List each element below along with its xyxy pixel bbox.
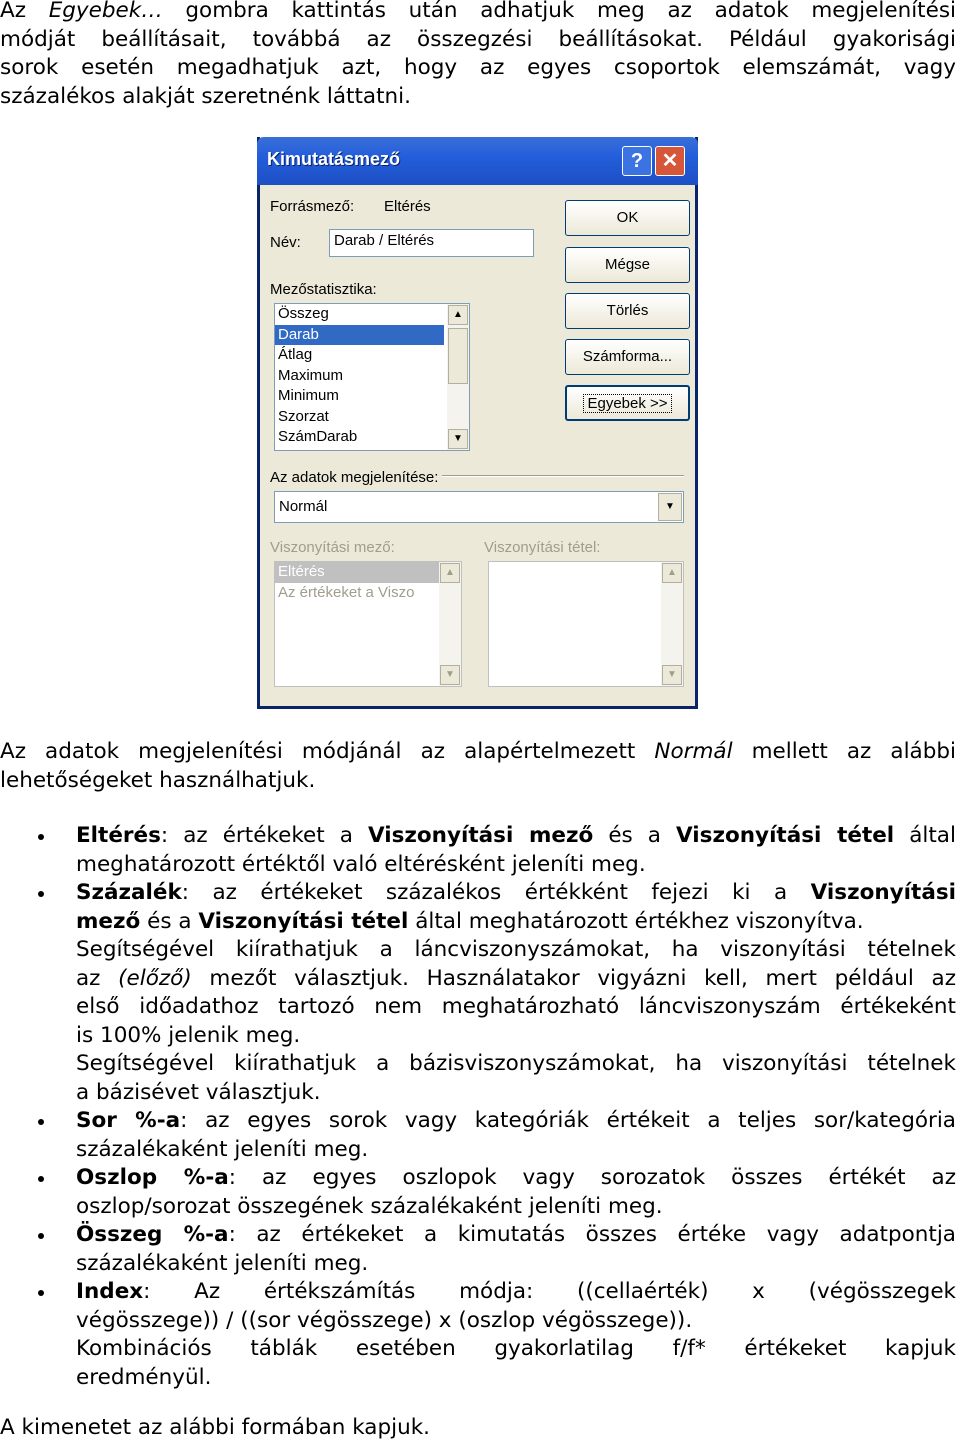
close-icon[interactable]: ✕: [655, 146, 685, 176]
list-item: Eltérés: az értékeket a Viszonyítási mező és a Viszonyítási tétel által meghatározott értéktől való eltérésként jeleníti meg.: [0, 822, 956, 879]
list-item[interactable]: Eltérés: [275, 562, 461, 583]
list-item: Oszlop %-a: az egyes oszlopok vagy sorozatok összes értékét az oszlop/sorozat összegének százalékaként jeleníti meg.: [0, 1164, 956, 1221]
list-item: Index: Az értékszámítás módja: ((cellaérték) x (végösszegek végösszege)) / ((sor végösszege) x (oszlop végösszege)). Kombinációs táblák esetében gyakorlatilag f/f* értékeket kapjuk eredményül.: [0, 1278, 956, 1392]
options-button[interactable]: [565, 385, 690, 421]
options-button-label: Egyebek >>: [584, 395, 670, 412]
summarize-by-list[interactable]: [274, 303, 470, 451]
show-data-as-value: Normál: [279, 498, 328, 515]
source-field-label: Forrásmező:: [270, 198, 355, 215]
dialog-title: Kimutatásmező: [267, 149, 401, 169]
list-item[interactable]: Maximum: [278, 366, 344, 384]
cancel-button[interactable]: Mégse: [565, 247, 690, 283]
scroll-up-icon[interactable]: ▲: [448, 305, 468, 325]
list-item[interactable]: Darab: [275, 325, 444, 346]
ok-button[interactable]: OK: [565, 200, 690, 236]
bullet-icon: [38, 1119, 44, 1125]
pivot-field-dialog: [257, 137, 698, 709]
list-item[interactable]: Átlag: [278, 346, 313, 363]
list-item: Sor %-a: az egyes sorok vagy kategóriák értékeit a teljes sor/kategória százalékaként jeleníti meg.: [0, 1107, 956, 1164]
summarize-by-scrollbar[interactable]: [447, 304, 469, 450]
list-item[interactable]: Az értékeket a Viszo: [278, 583, 415, 601]
summarize-by-label: Mezőstatisztika:: [270, 281, 377, 298]
list-item[interactable]: Szorzat: [278, 407, 329, 425]
scroll-down-icon[interactable]: ▼: [662, 665, 682, 685]
base-field-scrollbar[interactable]: [439, 562, 461, 686]
base-item-label: Viszonyítási tétel:: [484, 539, 601, 556]
number-format-button[interactable]: Számforma...: [565, 339, 690, 375]
show-data-as-label: Az adatok megjelenítése:: [270, 469, 442, 486]
base-item-scrollbar[interactable]: [661, 562, 683, 686]
base-field-label: Viszonyítási mező:: [270, 539, 395, 556]
display-modes-paragraph: Az adatok megjelenítési módjánál az alapértelmezett Normál mellett az alábbi lehetőségeket használhatjuk.: [0, 739, 956, 793]
name-label: Név:: [270, 234, 301, 251]
scroll-up-icon[interactable]: ▲: [440, 563, 460, 583]
intro-paragraph: Az Egyebek… gombra kattintás után adhatjuk meg az adatok megjelenítési módját beállításait, továbbá az összegzési beállításokat. Például gyakorisági sorok esetén megadhatjuk azt, hogy az egyes csoportok elemszámát, vagy százalékos alakját szeretnénk láttatni.: [0, 0, 956, 109]
name-input[interactable]: Darab / Eltérés: [329, 229, 534, 257]
list-item[interactable]: Összeg: [278, 305, 329, 322]
list-item: Százalék: az értékeket százalékos értékként fejezi ki a Viszonyítási mező és a Viszonyítási tétel által meghatározott értékhez viszonyítva. Segítségével kiírathatjuk a láncviszonyszámokat, ha viszonyítási tételnek az (előző) mezőt választjuk. Használatakor vigyázni kell, mert például az első időadathoz tartozó nem meghatározható láncviszonyszám értékeként is 100% jelenik meg. Segítségével kiírathatjuk a bázisviszonyszámokat, ha viszonyítási tételnek a bázisévet választjuk.: [0, 879, 956, 1107]
display-modes-list: [0, 822, 960, 1392]
list-item[interactable]: Minimum: [278, 387, 339, 404]
dialog-titlebar: [257, 137, 698, 185]
delete-button[interactable]: Törlés: [565, 293, 690, 329]
source-field-value: Eltérés: [384, 198, 431, 215]
list-item: Összeg %-a: az értékeket a kimutatás összes értéke vagy adatpontja százalékaként jeleníti meg.: [0, 1221, 956, 1278]
help-icon[interactable]: ?: [622, 146, 652, 176]
bullet-icon: [38, 1290, 44, 1296]
scroll-up-icon[interactable]: ▲: [662, 563, 682, 583]
base-field-list[interactable]: [274, 561, 462, 687]
scroll-down-icon[interactable]: ▼: [448, 429, 468, 449]
base-item-list[interactable]: [488, 561, 684, 687]
list-item[interactable]: SzámDarab: [278, 428, 358, 445]
chevron-down-icon[interactable]: ▼: [658, 493, 682, 521]
bullet-icon: [38, 1176, 44, 1182]
bullet-icon: [38, 834, 44, 840]
bullet-icon: [38, 891, 44, 897]
scroll-down-icon[interactable]: ▼: [440, 665, 460, 685]
scroll-thumb[interactable]: [448, 328, 468, 384]
closing-paragraph: A kimenetet az alábbi formában kapjuk.: [0, 1415, 430, 1440]
bullet-icon: [38, 1233, 44, 1239]
show-data-as-select[interactable]: [274, 491, 684, 523]
